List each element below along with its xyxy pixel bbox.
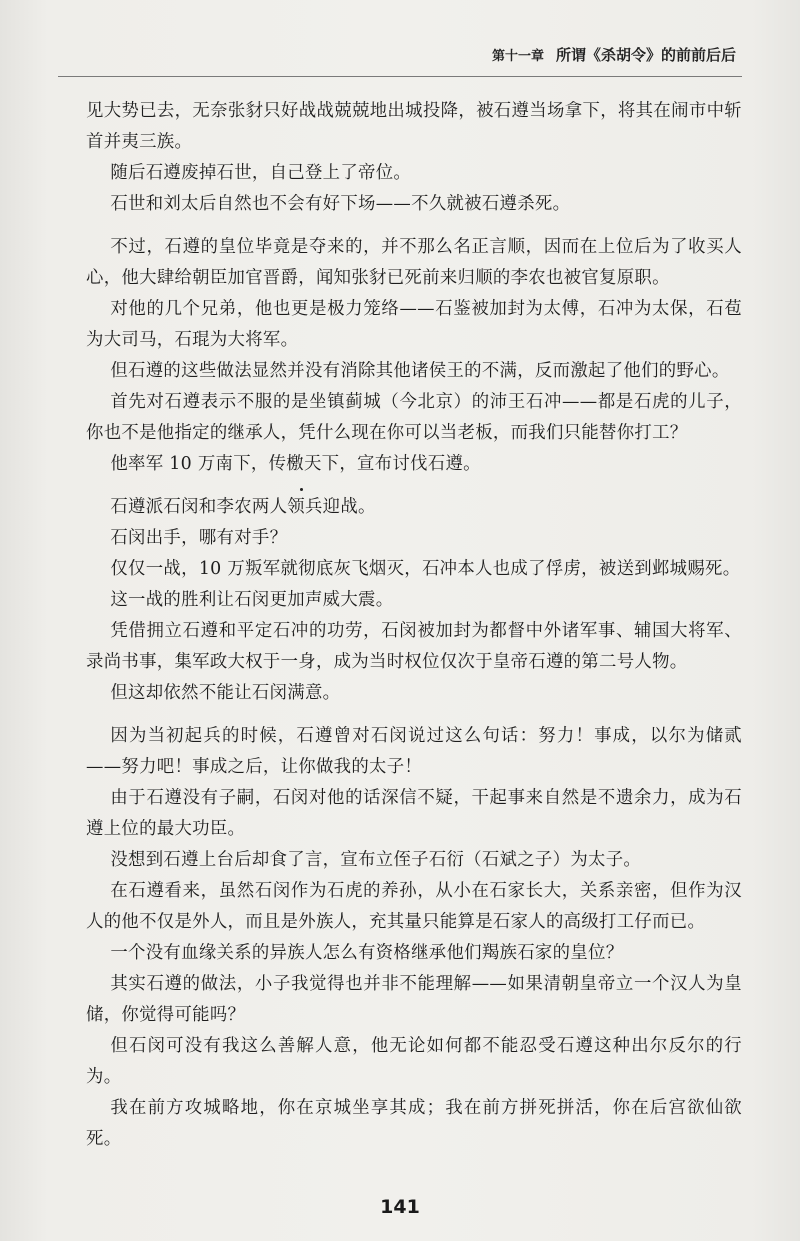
chapter-title: 所谓《杀胡令》的前前后后 (555, 46, 736, 64)
paragraph: 因为当初起兵的时候，石遵曾对石闵说过这么句话：努力！事成，以尔为储贰——努力吧！事成之后，让你做我的太子！ (86, 726, 742, 777)
paragraph: 石世和刘太后自然也不会有好下场——不久就被石遵杀死。 (110, 194, 571, 214)
paragraph: 仅仅一战，10 万叛军就彻底灰飞烟灭，石冲本人也成了俘虏，被送到邺城赐死。 (110, 559, 741, 579)
paragraph: 对他的几个兄弟，他也更是极力笼络——石鉴被加封为太傅，石冲为太保，石苞为大司马，石琨为大将军。 (86, 299, 742, 350)
page-number: 141 (380, 1196, 420, 1218)
paragraph: 见大势已去，无奈张豺只好战战兢兢地出城投降，被石遵当场拿下，将其在闹市中斩首并夷三族。 (86, 101, 742, 152)
paragraph: 一个没有血缘关系的异族人怎么有资格继承他们羯族石家的皇位？ (110, 943, 624, 963)
paragraph: 其实石遵的做法，小子我觉得也并非不能理解——如果清朝皇帝立一个汉人为皇储，你觉得可能吗？ (86, 974, 742, 1025)
paragraph: 我在前方攻城略地，你在京城坐享其成；我在前方拼死拼活，你在后宫欲仙欲死。 (86, 1098, 742, 1149)
chapter-label: 第十一章 (491, 49, 544, 64)
paragraph: 由于石遵没有子嗣，石闵对他的话深信不疑，干起事来自然是不遗余力，成为石遵上位的最大功臣。 (86, 788, 742, 839)
paragraph: 但石闵可没有我这么善解人意，他无论如何都不能忍受石遵这种出尔反尔的行为。 (86, 1036, 742, 1087)
body-text (86, 96, 742, 1155)
paragraph: 没想到石遵上台后却食了言，宣布立侄子石衍（石斌之子）为太子。 (110, 850, 642, 870)
paragraph: 石闵出手，哪有对手？ (110, 528, 288, 548)
paragraph: 首先对石遵表示不服的是坐镇蓟城（今北京）的沛王石冲——都是石虎的儿子，你也不是他指定的继承人，凭什么现在你可以当老板，而我们只能替你打工？ (86, 392, 742, 443)
paragraph: 他率军 10 万南下，传檄天下，宣布讨伐石遵。 (110, 454, 481, 474)
paragraph: 但石遵的这些做法显然并没有消除其他诸侯王的不满，反而激起了他们的野心。 (110, 361, 730, 381)
paragraph: 凭借拥立石遵和平定石冲的功劳，石闵被加封为都督中外诸军事、辅国大将军、录尚书事，集军政大权于一身，成为当时权位仅次于皇帝石遵的第二号人物。 (86, 621, 742, 672)
paragraph: 但这却依然不能让石闵满意。 (110, 683, 341, 703)
paragraph: 石遵派石闵和李农两人领兵迎战。 (110, 497, 376, 517)
header-divider (58, 76, 742, 77)
paragraph: 在石遵看来，虽然石闵作为石虎的养孙，从小在石家长大，关系亲密，但作为汉人的他不仅是外人，而且是外族人，充其量只能算是石家人的高级打工仔而已。 (86, 881, 742, 932)
ink-dot (300, 488, 303, 491)
paragraph: 这一战的胜利让石闵更加声威大震。 (110, 590, 394, 610)
paragraph: 不过，石遵的皇位毕竟是夺来的，并不那么名正言顺，因而在上位后为了收买人心，他大肆给朝臣加官晋爵，闻知张豺已死前来归顺的李农也被官复原职。 (86, 237, 742, 288)
paragraph: 随后石遵废掉石世，自己登上了帝位。 (110, 163, 412, 183)
running-header (492, 44, 736, 65)
